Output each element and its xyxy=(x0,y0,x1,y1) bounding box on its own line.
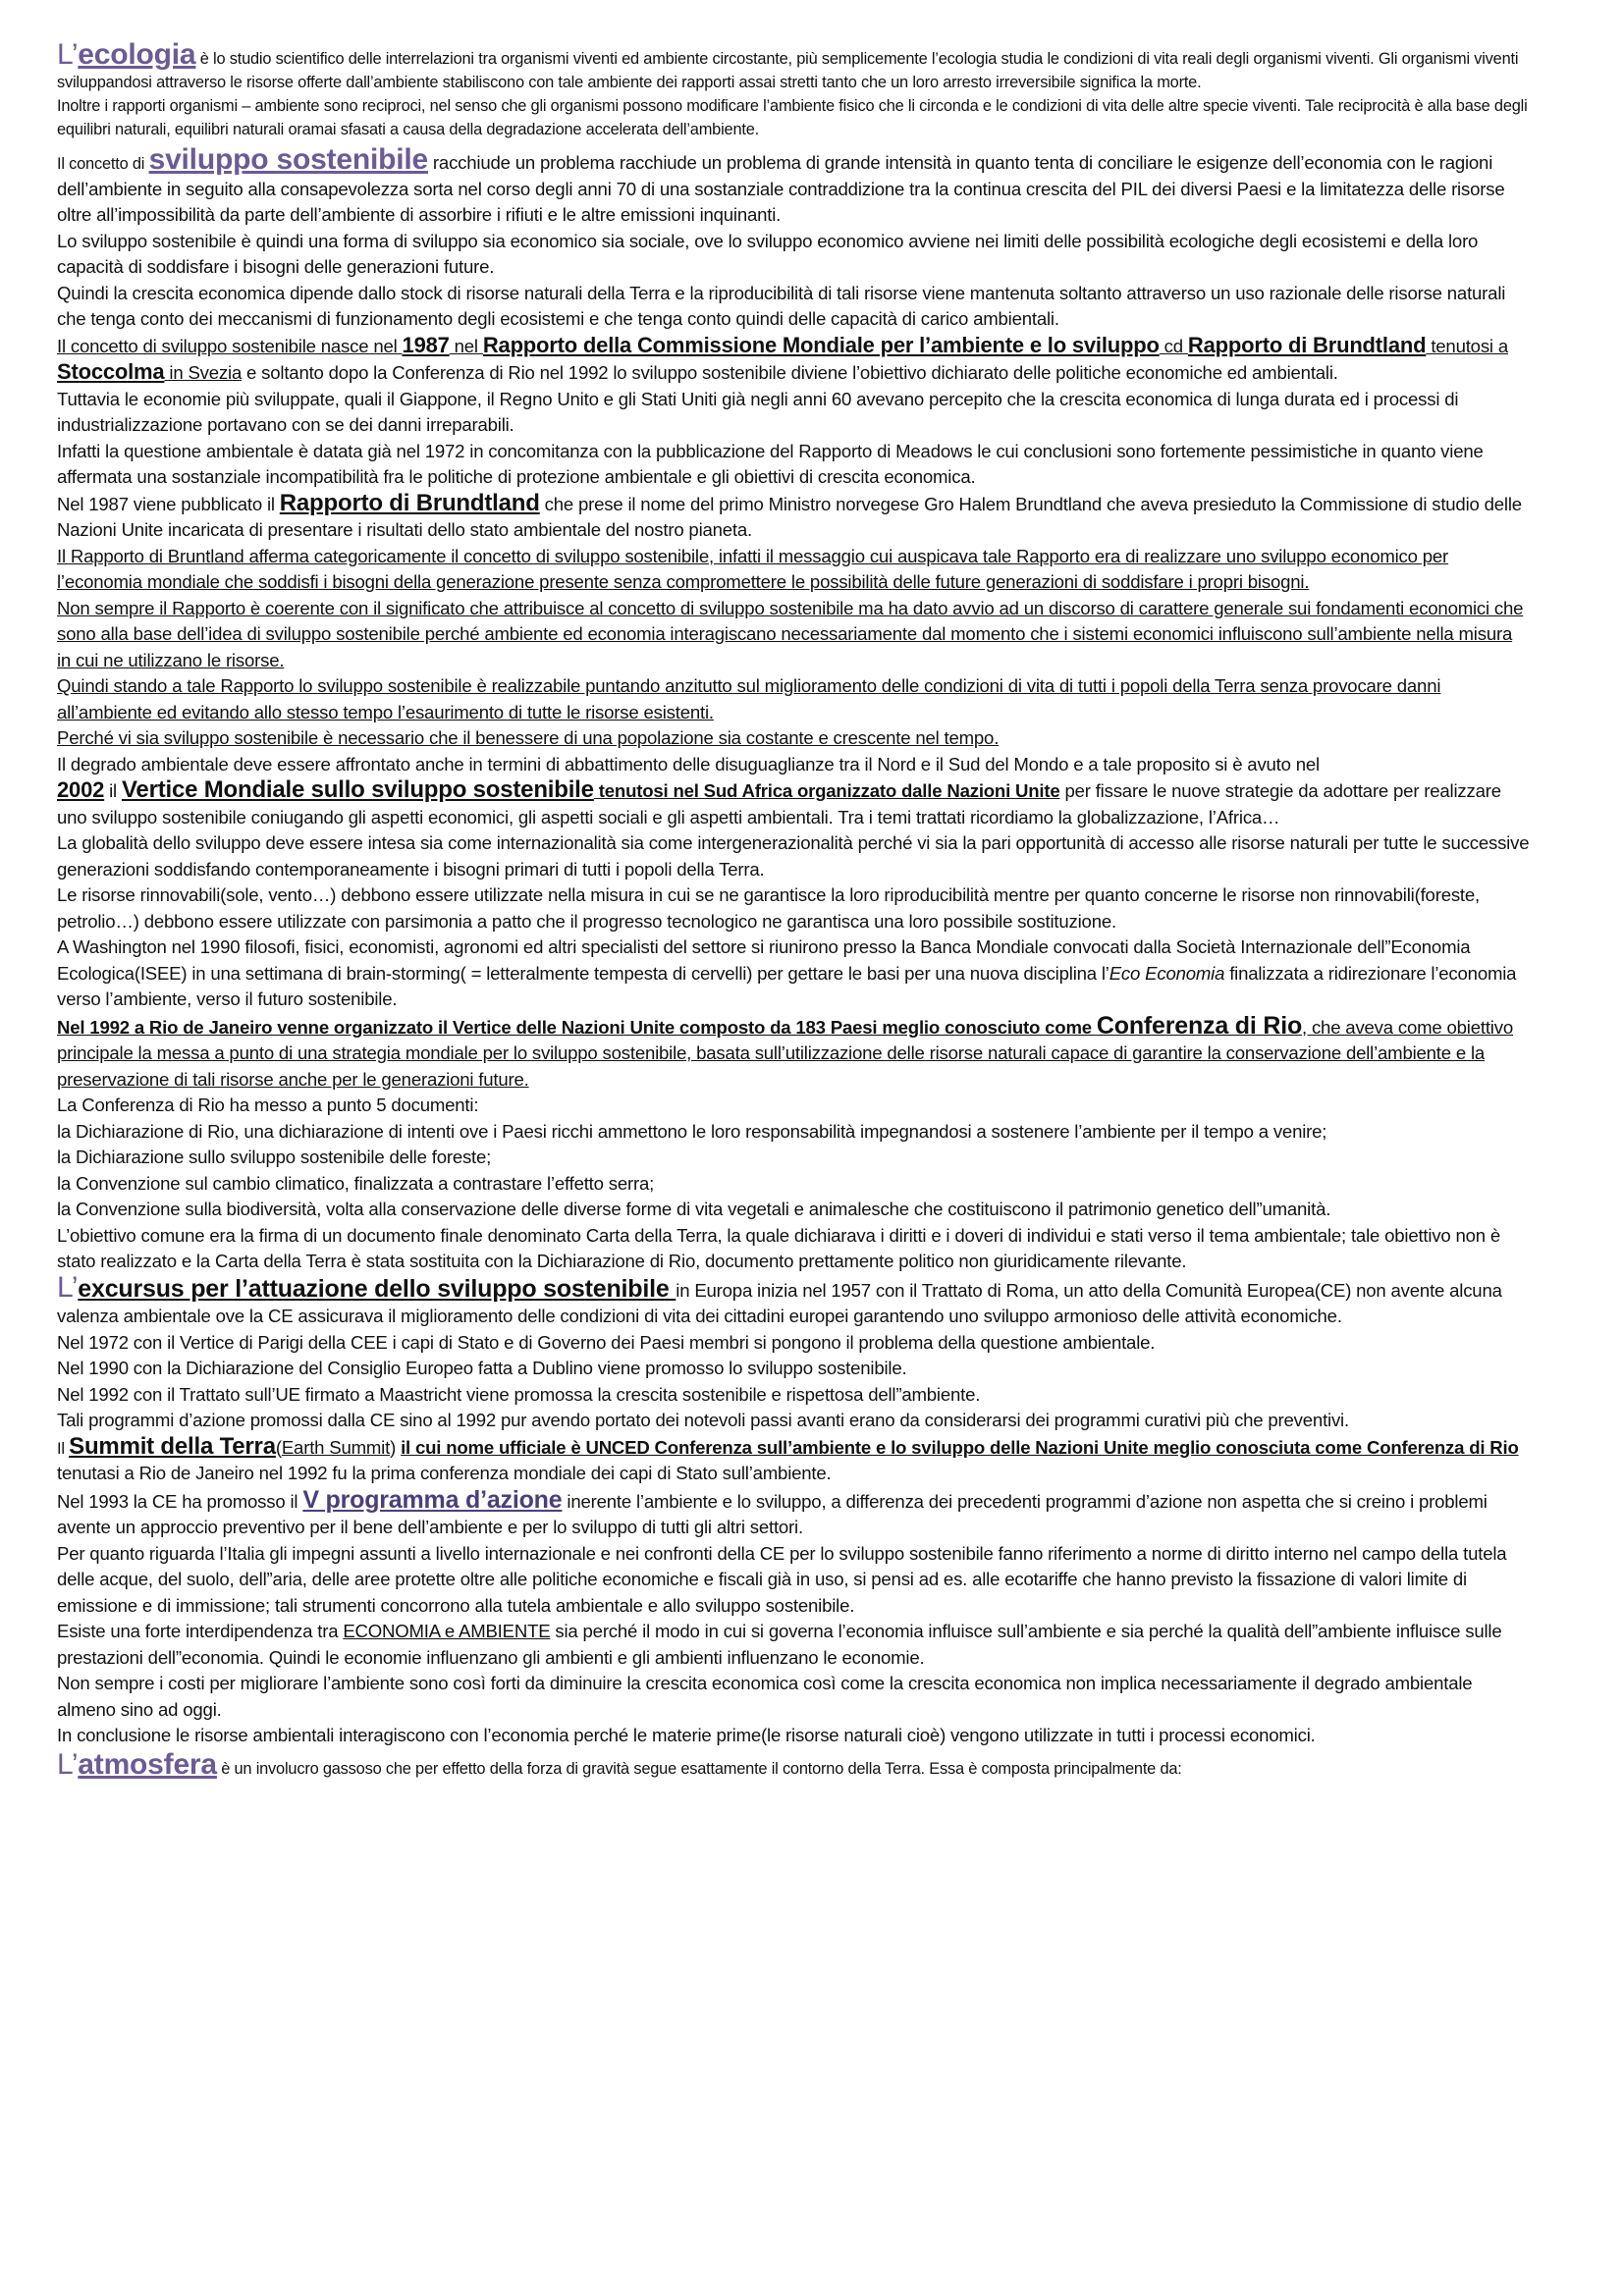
paragraph: Nel 1987 viene pubblicato il Rapporto di Brundtland che prese il nome del primo Ministro norvegese Gro Halem Brundtland che aveva presieduto la Commissione di studio delle Nazioni Unite incaricata di presentare i risultati dello stato ambientale del nostro pianeta. xyxy=(57,489,1522,540)
paragraph: Tali programmi d’azione promossi dalla CE sino al 1992 pur avendo portato dei notevoli passi avanti erano da considerarsi dei programmi curativi più che preventivi. xyxy=(57,1410,1349,1430)
document-page xyxy=(57,38,1530,1781)
paragraph: L’obiettivo comune era la firma di un documento finale denominato Carta della Terra, la quale dichiarava i diritti e i doveri di individui e stati verso il tema ambientale; tale obiettivo non è stato realizzato e la Carta della Terra è stata sostituita con la Dichiarazione di Rio, documento prettamente politico non giuridicamente rilevante. xyxy=(57,1224,1501,1271)
term-excursus: excursus per l’attuazione dello sviluppo sostenibile xyxy=(78,1274,676,1303)
paragraph: La globalità dello sviluppo deve essere intesa sia come internazionalità sia come intergenerazionalità perché vi sia la pari opportunità di accesso alle risorse naturali per tutte le successive generazioni soddisfando contemporaneamente i bisogni primari di tutti i popoli della Terra. xyxy=(57,832,1530,880)
list-item: la Convenzione sul cambio climatico, finalizzata a contrastare l’effetto serra; xyxy=(57,1172,655,1194)
paragraph: Lo sviluppo sostenibile è quindi una forma di sviluppo sia economico sia sociale, ove lo sviluppo economico avviene nei limiti delle possibilità ecologiche degli ecosistemi e della loro capacità di soddisfare i bisogni delle generazioni future. xyxy=(57,230,1479,277)
list-item: la Dichiarazione di Rio, una dichiarazione di intenti ove i Paesi ricchi ammettono le loro responsabilità impegnandosi a sostenere l’ambiente per il tempo a venire; xyxy=(57,1120,1327,1142)
paragraph: Le risorse rinnovabili(sole, vento…) debbono essere utilizzate nella misura in cui se ne garantisce la loro riproducibilità mentre per quanto concerne le risorse non rinnovabili(foreste, petrolio…) debbono essere utilizzate con parsimonia a patto che il progresso tecnologico ne garantisca una loro possibile sostituzione. xyxy=(57,884,1481,932)
paragraph: Infatti la questione ambientale è datata già nel 1972 in concomitanza con la pubblicazione del Rapporto di Meadows le cui conclusioni sono fortemente pessimistiche in quanto viene affermata una sostanziale incompatibilità fra le politiche di protezione ambientale e gli obiettivi di crescita economica. xyxy=(57,440,1484,487)
paragraph: Il Summit della Terra(Earth Summit) il cui nome ufficiale è UNCED Conferenza sull’ambiente e lo sviluppo delle Nazioni Unite meglio conosciuta come Conferenza di Rio tenutasi a Rio de Janeiro nel 1992 fu la prima conferenza mondiale dei capi di Stato sull’ambiente. xyxy=(57,1432,1519,1483)
paragraph: Il Rapporto di Bruntland afferma categoricamente il concetto di sviluppo sostenibile, infatti il messaggio cui auspicava tale Rapporto era di realizzare uno sviluppo economico per l’economia mondiale che soddisfi i bisogni della generazione presente senza compromettere le possibilità delle future generazioni di soddisfare i propri bisogni. xyxy=(57,545,1449,592)
paragraph: Il concetto di sviluppo sostenibile nasce nel 1987 nel Rapporto della Commissione Mondiale per l’ambiente e lo sviluppo cd Rapporto di Brundtland tenutosi a Stoccolma in Svezia e soltanto dopo la Conferenza di Rio nel 1992 lo sviluppo sostenibile diviene l’obiettivo dichiarato delle politiche economiche ed ambientali. xyxy=(57,332,1508,384)
term-sviluppo-sostenibile: sviluppo sostenibile xyxy=(148,143,428,176)
paragraph-ecologia: L’ecologia è lo studio scientifico delle interrelazioni tra organismi viventi ed ambiente circostante, più semplicemente l’ecologia studia le condizioni di vita reali degli organismi viventi. Gli organismi viventi sviluppandosi attraverso le risorse offerte dall’ambiente stabiliscono con tale ambiente dei rapporti assai stretti tanto che un loro arresto irreversibile significa la morte. xyxy=(57,38,1519,91)
paragraph: Non sempre il Rapporto è coerente con il significato che attribuisce al concetto di sviluppo sostenibile ma ha dato avvio ad un discorso di carattere generale sui fondamenti economici che sono alla base dell’idea di sviluppo sostenibile perché ambiente ed economia interagiscano necessariamente dal momento che i sistemi economici influiscono sull’ambiente nella misura in cui ne utilizzano le risorse. xyxy=(57,597,1524,670)
paragraph: Nel 1992 con il Trattato sull’UE firmato a Maastricht viene promossa la crescita sostenibile e rispettosa dell”ambiente. xyxy=(57,1383,981,1405)
paragraph: Quindi stando a tale Rapporto lo sviluppo sostenibile è realizzabile puntando anzitutto sul miglioramento delle condizioni di vita di tutti i popoli della Terra senza provocare danni all’ambiente ed evitando allo stesso tempo l’esaurimento di tutte le risorse esistenti. xyxy=(57,675,1441,722)
paragraph: Nel 1972 con il Vertice di Parigi della CEE i capi di Stato e di Governo dei Paesi membri si pongono il problema della questione ambientale. xyxy=(57,1331,1156,1353)
paragraph: Inoltre i rapporti organismi – ambiente sono reciproci, nel senso che gli organismi possono modificare l’ambiente fisico che li circonda e le condizioni di vita delle altre specie viventi. Tale reciprocità è alla base degli equilibri naturali, equilibri naturali oramai sfasati a causa della degradazione accelerata dell’ambiente. xyxy=(57,97,1528,138)
term-atmosfera: atmosfera xyxy=(78,1747,217,1781)
paragraph: Perché vi sia sviluppo sostenibile è necessario che il benessere di una popolazione sia costante e crescente nel tempo. xyxy=(57,727,1000,748)
paragraph: Per quanto riguarda l’Italia gli impegni assunti a livello internazionale e nei confronti della CE per lo sviluppo sostenibile fanno riferimento a norme di diritto interno nel campo della tutela delle acque, del suolo, dell”aria, delle aree protette oltre alle politiche economiche e fiscali già in uso, si pensi ad es. alle ecotariffe che hanno previsto la fissazione di valori limite di emissione e di immissione; tali strumenti concorrono alla tutela ambientale e allo sviluppo sostenibile. xyxy=(57,1542,1507,1616)
paragraph-atmosfera: L’atmosfera è un involucro gassoso che per effetto della forza di gravità segue esattamente il contorno della Terra. Essa è composta principalmente da: xyxy=(57,1747,1182,1781)
paragraph: Tuttavia le economie più sviluppate, quali il Giappone, il Regno Unito e gli Stati Uniti già negli anni 60 avevano percepito che la crescita economica di lunga durata ed i processi di industrializzazione portavano con se dei danni irreparabili. xyxy=(57,388,1459,435)
paragraph: La Conferenza di Rio ha messo a punto 5 documenti: xyxy=(57,1095,479,1115)
paragraph: Nel 1992 a Rio de Janeiro venne organizzato il Vertice delle Nazioni Unite composto da 183 Paesi meglio conosciuto come Conferenza di Rio, che aveva come obiettivo principale la messa a punto di una strategia mondiale per lo sviluppo sostenibile, basata sull’utilizzazione delle risorse naturali capace di garantire la conservazione dell’ambiente e la preservazione di tali risorse anche per le generazioni future. xyxy=(57,1011,1513,1090)
list-item: la Convenzione sulla biodiversità, volta alla conservazione delle diverse forme di vita vegetali e animalesche che costituiscono il patrimonio genetico dell”umanità. xyxy=(57,1199,1331,1219)
paragraph: Nel 1993 la CE ha promosso il V programma d’azione inerente l’ambiente e lo sviluppo, a differenza dei precedenti programmi d’azione non aspetta che si creino i problemi avente un approccio preventivo per il bene dell’ambiente e per lo sviluppo di tutti gli altri settori. xyxy=(57,1485,1488,1537)
paragraph-excursus: L’excursus per l’attuazione dello sviluppo sostenibile in Europa inizia nel 1957 con il Trattato di Roma, un atto della Comunità Europea(CE) non avente alcuna valenza ambientale ove la CE assicurava il miglioramento delle condizioni di vita dei cittadini europei garantendo uno sviluppo armonioso delle attività economiche. xyxy=(57,1270,1502,1326)
paragraph: Nel 1990 con la Dichiarazione del Consiglio Europeo fatta a Dublino viene promosso lo sviluppo sostenibile. xyxy=(57,1358,907,1378)
list-item: la Dichiarazione sullo sviluppo sostenibile delle foreste; xyxy=(57,1147,492,1167)
paragraph-sviluppo: Il concetto di sviluppo sostenibile racchiude un problema racchiude un problema di grande intensità in quanto tenta di conciliare le esigenze dell’economia con le ragioni dell’ambiente in seguito alla consapevolezza sorta nel corso degli anni 70 di una sostanziale contraddizione tra la continua crescita del PIL dei diversi Paesi e la limitatezza delle risorse oltre all’impossibilità da parte dell’ambiente di assorbire i rifiuti e le altre emissioni inquinanti. xyxy=(57,143,1505,225)
paragraph: 2002 il Vertice Mondiale sullo sviluppo sostenibile tenutosi nel Sud Africa organizzato dalle Nazioni Unite per fissare le nuove strategie da adottare per realizzare uno sviluppo sostenibile coniugando gli aspetti economici, gli aspetti sociali e gli aspetti ambientali. Tra i temi trattati ricordiamo la globalizzazione, l’Africa… xyxy=(57,776,1501,828)
term-ecologia: ecologia xyxy=(78,38,196,71)
paragraph: Non sempre i costi per migliorare l’ambiente sono così forti da diminuire la crescita economica così come la crescita economica non implica necessariamente il degrado ambientale almeno sino ad oggi. xyxy=(57,1673,1473,1720)
paragraph: Il degrado ambientale deve essere affrontato anche in termini di abbattimento delle disuguaglianze tra il Nord e il Sud del Mondo e a tale proposito si è avuto nel xyxy=(57,753,1320,774)
paragraph: A Washington nel 1990 filosofi, fisici, economisti, agronomi ed altri specialisti del settore si riunirono presso la Banca Mondiale convocati dalla Società Internazionale dell”Economia Ecologica(ISEE) in una settimana di brain-storming( = letteralmente tempesta di cervelli) per gettare le basi per una nuova disciplina l’Eco Economia finalizzata a ridirezionare l’economia verso l’ambiente, verso il futuro sostenibile. xyxy=(57,936,1517,1009)
paragraph: Esiste una forte interdipendenza tra ECONOMIA e AMBIENTE sia perché il modo in cui si governa l’economia influisce sull’ambiente e sia perché la qualità dell”ambiente influisce sulle prestazioni dell”economia. Quindi le economie influenzano gli ambienti e gli ambienti influenzano le economie. xyxy=(57,1621,1502,1668)
paragraph: In conclusione le risorse ambientali interagiscono con l’economia perché le materie prime(le risorse naturali cioè) vengono utilizzate in tutti i processi economici. xyxy=(57,1725,1316,1745)
paragraph: Quindi la crescita economica dipende dallo stock di risorse naturali della Terra e la riproducibilità di tali risorse viene mantenuta soltanto attraverso un uso razionale delle risorse naturali che tenga conto dei meccanismi di funzionamento degli ecosistemi e che tenga conto quindi delle capacità di carico ambientali. xyxy=(57,282,1506,329)
